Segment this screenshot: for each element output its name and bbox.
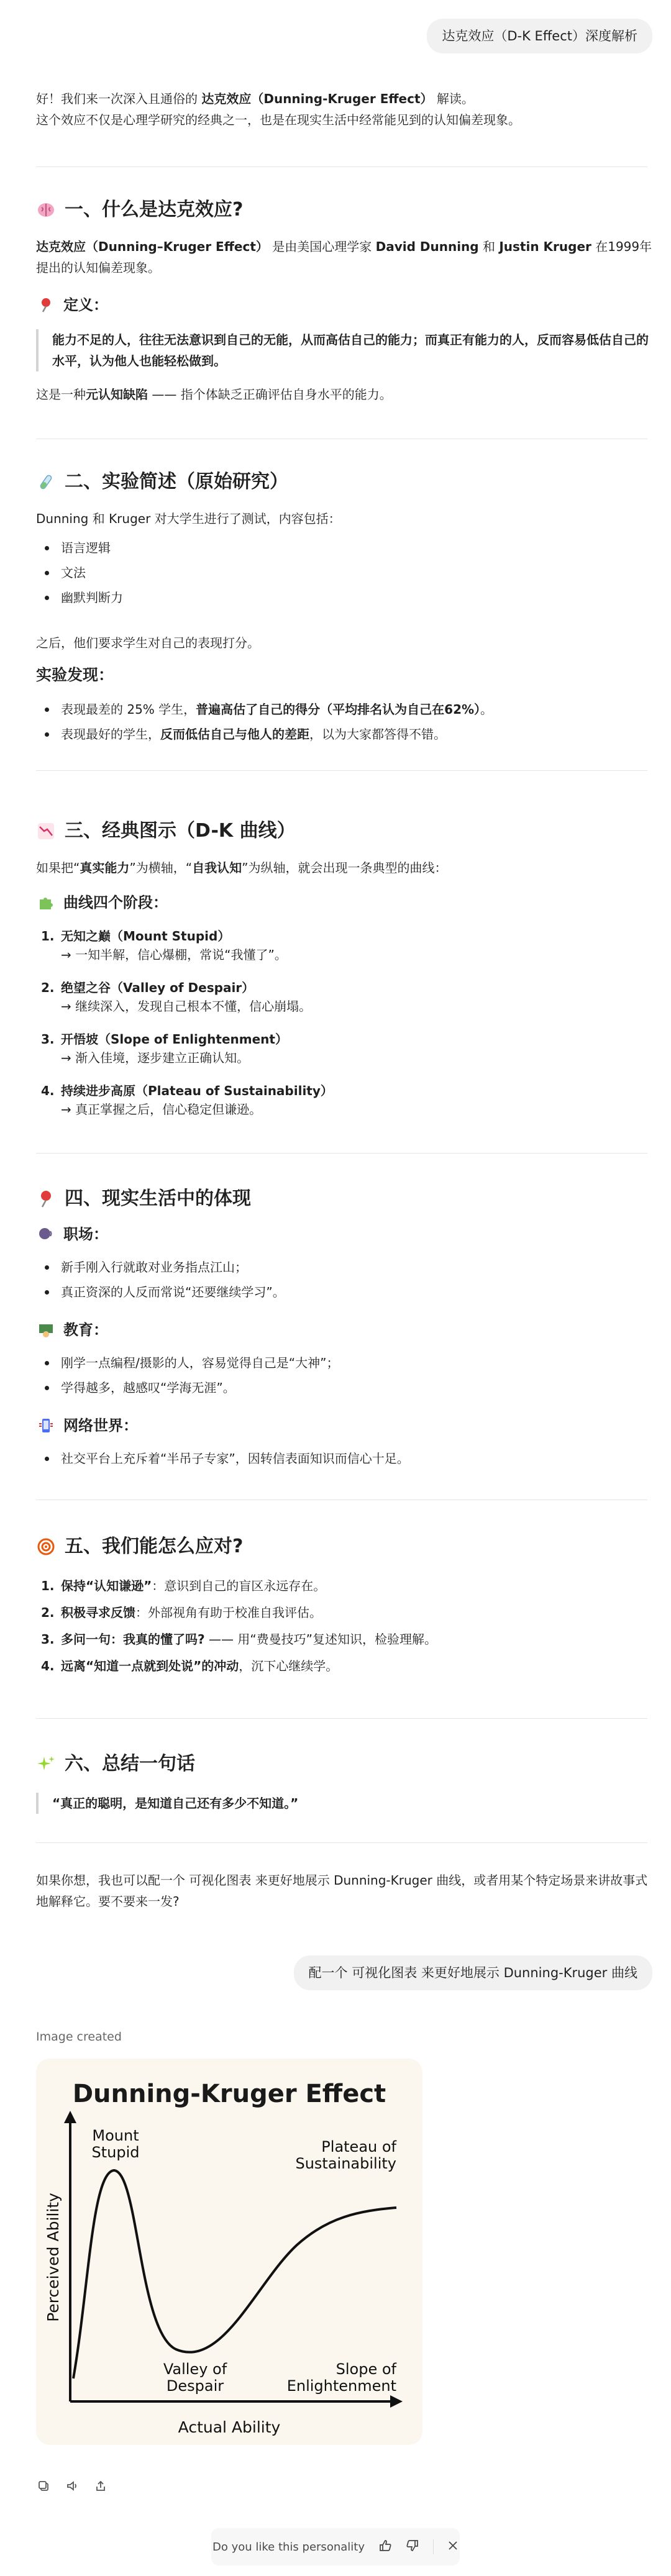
internet-heading-row <box>36 1415 657 1436</box>
intro-text-end: 解读。 <box>432 91 474 106</box>
strategy-text: ，沉下心继续学。 <box>239 1659 339 1673</box>
user-message-text: 达克效应（D-K Effect）深度解析 <box>442 29 637 43</box>
user-message-bubble <box>427 19 652 53</box>
strategies-list <box>36 1577 657 1683</box>
feedback-question: Do you like this personality <box>212 2540 365 2554</box>
section-2-title: 二、实验简述（原始研究） <box>65 471 288 493</box>
x-axis-label: Actual Ability <box>178 2418 281 2436</box>
education-heading-row <box>36 1319 657 1340</box>
generated-chart-image[interactable] <box>36 2059 422 2445</box>
annotation-line: Despair <box>166 2377 224 2395</box>
strategy-item <box>36 1603 657 1622</box>
x-axis-arrow <box>390 2395 403 2408</box>
strategy-item <box>36 1657 657 1675</box>
education-list <box>36 1350 657 1400</box>
section-2-p2: 之后，他们要求学生对自己的表现打分。 <box>36 635 260 650</box>
annotation-line: Mount <box>92 2127 139 2144</box>
stage-item <box>36 927 657 964</box>
summary-quote-text: “真正的聪明，是知道自己还有多少不知道。” <box>36 1793 657 1814</box>
user-message-text: 配一个 可视化图表 来更好地展示 Dunning-Kruger 曲线 <box>308 1965 637 1980</box>
section-4-title: 四、现实生活中的体现 <box>65 1188 251 1209</box>
annotation-line: Enlightenment <box>286 2377 396 2395</box>
stage-name: 持续进步高原（Plateau of Sustainability） <box>61 1083 333 1098</box>
annotation-valley <box>163 2360 227 2395</box>
workplace-title: 职场： <box>63 1226 108 1243</box>
text: 是由美国心理学家 <box>268 239 376 254</box>
strategy-number: 1. <box>41 1578 55 1593</box>
speaking-head-icon <box>36 1224 56 1244</box>
section-3 <box>36 819 657 844</box>
target-icon <box>36 1537 56 1557</box>
definition-title: 定义： <box>63 296 108 314</box>
internet-list <box>36 1446 657 1471</box>
section-2-p1: Dunning 和 Kruger 对大学生进行了测试，内容包括： <box>36 511 341 526</box>
close-icon[interactable] <box>447 2540 459 2554</box>
stage-item <box>36 1030 657 1067</box>
stage-item <box>36 978 657 1016</box>
stage-number: 2. <box>41 980 55 995</box>
summary-quote <box>36 1793 657 1814</box>
list-item: 文法 <box>36 560 657 585</box>
list-item: 刚学一点编程/摄影的人，容易觉得自己是“大神”； <box>36 1350 657 1375</box>
findings-list <box>36 697 657 747</box>
y-axis-arrow <box>64 2111 76 2123</box>
user-message-bubble <box>294 1955 652 1990</box>
text: 在1999年提出的认知偏差现象。 <box>36 239 652 275</box>
test-tube-icon <box>36 472 56 492</box>
section-2-body <box>36 508 657 529</box>
divider <box>36 1718 647 1719</box>
list-item <box>36 697 657 722</box>
annotation-line: Valley of <box>163 2360 227 2378</box>
divider <box>36 166 647 167</box>
list-item <box>36 722 657 747</box>
share-icon[interactable] <box>93 2478 108 2493</box>
stage-name: 无知之巅（Mount Stupid） <box>61 929 231 944</box>
stage-name: 绝望之谷（Valley of Despair） <box>61 980 255 995</box>
strategy-text: ：意识到自己的盲区永远存在。 <box>152 1578 326 1593</box>
text: ”为纵轴，就会出现一条典型的曲线： <box>242 860 447 875</box>
text: ，以为大家都答得不错。 <box>309 727 446 742</box>
divider <box>36 770 647 771</box>
teacher-icon <box>36 1320 56 1340</box>
name-dunning: David Dunning <box>375 239 479 254</box>
annotation-line: Slope of <box>336 2360 396 2378</box>
strategy-number: 4. <box>41 1659 55 1673</box>
strategy-item <box>36 1577 657 1595</box>
strategy-text: ：外部视角有助于校准自我评估。 <box>135 1605 322 1620</box>
term: 达克效应（Dunning–Kruger Effect） <box>36 239 268 254</box>
section-3-body <box>36 857 657 878</box>
definition-quote <box>36 329 651 371</box>
dk-curve <box>73 2170 396 2378</box>
section-1 <box>36 198 657 222</box>
stage-desc: → 真正掌握之后，信心稳定但谦逊。 <box>61 1102 262 1117</box>
strategy-number: 3. <box>41 1632 55 1647</box>
section-1-title: 一、什么是达克效应? <box>65 199 244 221</box>
stage-number: 4. <box>41 1083 55 1098</box>
dk-chart <box>36 2059 422 2445</box>
stage-number: 3. <box>41 1032 55 1047</box>
annotation-slope <box>287 2360 397 2395</box>
pushpin-icon <box>36 295 56 315</box>
closing-paragraph <box>36 1870 657 1912</box>
findings-title: 实验发现： <box>36 666 114 684</box>
section-1-body <box>36 236 657 278</box>
stages-heading-row <box>36 892 657 913</box>
divider <box>36 1153 647 1154</box>
section-1-heading <box>36 198 657 222</box>
list-item: 学得越多，越感叹“学海无涯”。 <box>36 1375 657 1400</box>
chart-decreasing-icon <box>36 821 56 841</box>
annotation-line: Plateau of <box>321 2138 396 2155</box>
list-item: 幽默判断力 <box>36 585 657 610</box>
bold: 反而低估自己与他人的差距 <box>160 727 309 742</box>
list-item: 新手刚入行就敢对业务指点江山； <box>36 1255 657 1280</box>
thumbs-down-icon[interactable] <box>406 2539 419 2556</box>
section-2-p2-row <box>36 632 657 653</box>
findings-heading-row <box>36 665 657 686</box>
list-item: 真正资深的人反而常说“还要继续学习”。 <box>36 1280 657 1304</box>
section-2 <box>36 470 657 494</box>
brain-icon <box>36 200 56 220</box>
text: 。 <box>480 702 493 717</box>
puzzle-icon <box>36 893 56 913</box>
test-items-list <box>36 535 657 610</box>
section-5-title: 五、我们能怎么应对? <box>65 1536 244 1557</box>
annotation-mount-stupid <box>92 2127 140 2161</box>
stage-item <box>36 1081 657 1119</box>
stage-desc: → 一知半解，信心爆棚，常说“我懂了”。 <box>61 947 287 962</box>
section-6 <box>36 1752 657 1777</box>
section-1-p2 <box>36 384 657 405</box>
section-3-title: 三、经典图示（D-K 曲线） <box>65 820 296 842</box>
workplace-heading-row <box>36 1224 657 1245</box>
image-created-label: Image created <box>36 2030 122 2044</box>
stage-desc: → 渐入佳境，逐步建立正确认知。 <box>61 1050 250 1065</box>
definition-heading-row <box>36 294 657 316</box>
text: 如果把“ <box>36 860 80 875</box>
speaker-icon[interactable] <box>65 2478 80 2493</box>
annotation-plateau <box>295 2138 396 2172</box>
definition-quote-text: 能力不足的人，往往无法意识到自己的无能，从而高估自己的能力；而真正有能力的人，反而容易低估自己的水平，认为他人也能轻松做到。 <box>36 329 651 371</box>
personality-feedback-bar <box>211 2528 460 2565</box>
intro <box>36 88 657 130</box>
bold-term: 元认知缺陷 <box>86 387 148 402</box>
strategy-bold: 积极寻求反馈 <box>61 1605 135 1620</box>
intro-line2: 这个效应不仅是心理学研究的经典之一，也是在现实生活中经常能见到的认知偏差现象。 <box>36 112 521 127</box>
intro-text: 好！我们来一次深入且通俗的 <box>36 91 202 106</box>
intro-bold: 达克效应（Dunning-Kruger Effect） <box>201 91 433 106</box>
copy-icon[interactable] <box>36 2478 51 2493</box>
message-actions <box>36 2478 108 2493</box>
bold: 普遍高估了自己的得分（平均排名认为自己在62%） <box>196 702 481 717</box>
section-4 <box>36 1186 657 1211</box>
text: —— 指个体缺乏正确评估自身水平的能力。 <box>148 387 392 402</box>
strategy-bold: 保持“认知谦逊” <box>61 1578 152 1593</box>
mobile-phone-icon <box>36 1416 56 1436</box>
section-6-title: 六、总结一句话 <box>65 1753 195 1775</box>
annotation-line: Sustainability <box>295 2155 396 2172</box>
strategy-bold: 多问一句：我真的懂了吗? <box>61 1632 205 1647</box>
stage-desc: → 继续深入，发现自己根本不懂，信心崩塌。 <box>61 999 312 1014</box>
bold: 自我认知 <box>192 860 242 875</box>
list-item: 社交平台上充斥着“半吊子专家”，因转信表面知识而信心十足。 <box>36 1446 657 1471</box>
annotation-line: Stupid <box>91 2144 140 2161</box>
bold: 真实能力 <box>80 860 130 875</box>
sparkles-icon <box>36 1754 56 1774</box>
pushpin-icon <box>36 1189 56 1209</box>
separator <box>433 2539 434 2554</box>
y-axis-label: Perceived Ability <box>44 2193 62 2322</box>
name-kruger: Justin Kruger <box>499 239 591 254</box>
text: 表现最好的学生， <box>61 727 160 742</box>
divider <box>36 1842 647 1843</box>
text: 和 <box>478 239 500 254</box>
workplace-list <box>36 1255 657 1304</box>
text: 这是一种 <box>36 387 86 402</box>
section-5 <box>36 1534 657 1559</box>
stage-number: 1. <box>41 929 55 944</box>
stages-title: 曲线四个阶段： <box>63 894 168 911</box>
education-title: 教育： <box>63 1321 108 1339</box>
thumbs-up-icon[interactable] <box>378 2539 392 2556</box>
text: 表现最差的 25% 学生， <box>61 702 196 717</box>
strategy-bold: 远离“知道一点就到处说”的冲动 <box>61 1659 239 1673</box>
strategy-text: —— 用“费曼技巧”复述知识，检验理解。 <box>204 1632 437 1647</box>
internet-title: 网络世界： <box>63 1417 138 1434</box>
strategy-number: 2. <box>41 1605 55 1620</box>
closing-text: 如果你想，我也可以配一个 可视化图表 来更好地展示 Dunning-Kruger 曲线，或者用某个特定场景来讲故事式地解释它。要不要来一发? <box>36 1873 648 1909</box>
stages-list <box>36 927 657 1133</box>
text: ”为横轴，“ <box>129 860 193 875</box>
list-item: 语言逻辑 <box>36 535 657 560</box>
stage-name: 开悟坡（Slope of Enlightenment） <box>61 1032 288 1047</box>
strategy-item <box>36 1630 657 1649</box>
chart-title: Dunning-Kruger Effect <box>72 2080 386 2108</box>
